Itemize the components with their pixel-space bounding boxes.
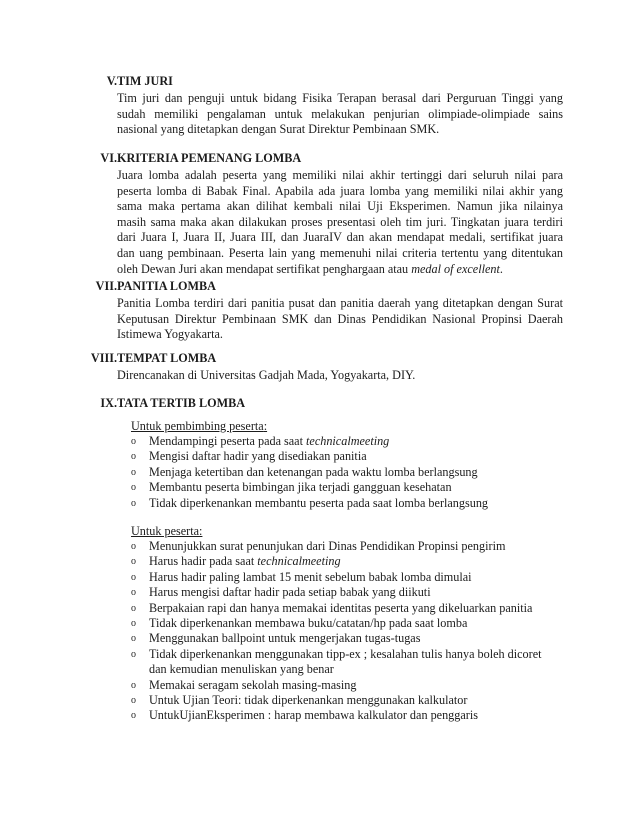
bullet-icon: o	[131, 602, 136, 614]
list-item-text: Harus hadir paling lambat 15 menit sebelum babak lomba dimulai	[149, 569, 472, 584]
section-heading	[0, 279, 638, 296]
subheading-pembimbing	[131, 419, 267, 434]
bullet-icon: o	[131, 694, 136, 706]
list-item-text: Tidak diperkenankan membawa buku/catatan/hp pada saat lomba	[149, 615, 468, 630]
section-title: TEMPAT LOMBA	[117, 351, 217, 365]
bullet-icon: o	[131, 466, 136, 478]
section-heading	[0, 74, 638, 91]
subheading-text: Untuk pembimbing peserta	[131, 419, 264, 433]
section-paragraph	[117, 368, 563, 384]
list-item-text: Mengisi daftar hadir yang disediakan panitia	[149, 449, 367, 464]
paragraph-line: nasional yang ditetapkan dengan Surat Direktur Pembinaan SMK.	[117, 122, 440, 137]
item-text: Harus hadir pada saat	[149, 554, 258, 569]
section-paragraph	[117, 91, 563, 138]
bullet-icon: o	[131, 541, 136, 552]
paragraph-line: Panitia Lomba terdiri dari panitia pusat dan panitia daerah yang ditetapkan dengan Surat	[117, 296, 563, 310]
paragraph-line: Istimewa Yogyakarta.	[117, 327, 223, 342]
list-item-text: UntukUjianEksperimen : harap membawa kalkulator dan penggaris	[149, 708, 478, 723]
section-heading	[0, 396, 638, 413]
item-text: Mendampingi peserta pada saat	[149, 434, 307, 448]
bullet-icon: o	[131, 436, 136, 447]
bullet-icon: o	[131, 451, 136, 463]
section-paragraph	[117, 296, 563, 343]
italic-term: medal of excellent	[411, 261, 500, 276]
list-item-text: Tidak diperkenankan membantu peserta pada saat lomba berlangsung	[149, 495, 489, 510]
list-item-continuation: dan kemudian menuliskan yang benar	[149, 662, 334, 677]
subheading-peserta	[131, 524, 202, 539]
paragraph-line: sama maka pertama akan dilihat kembali nilai Uji Eksperimen. Namun jika nilainya	[117, 199, 563, 214]
subheading-text: Untuk peserta	[131, 524, 200, 538]
list-item-text: Tidak diperkenankan menggunakan tipp-ex ; kesalahan tulis hanya boleh dicoret	[149, 646, 542, 661]
section-heading	[0, 351, 638, 368]
list-item-text: Berpakaian rapi dan hanya memakai identitas peserta yang dikeluarkan panitia	[149, 600, 533, 615]
section-number: VII.	[95, 279, 117, 293]
bullet-icon: o	[131, 679, 136, 691]
section-kriteria-pemenang	[0, 151, 638, 277]
paragraph-line: sudah memiliki pengalaman untuk melakukan penjurian olimpiade-olimpiade sains	[117, 106, 563, 121]
list-item-text: Menunjukkan surat penunjukan dari Dinas Pendidikan Propinsi pengirim	[149, 539, 506, 553]
section-tempat-lomba	[0, 351, 638, 384]
list-item-text: Menjaga ketertiban dan ketenangan pada waktu lomba berlangsung	[149, 464, 478, 479]
bullet-icon: o	[131, 587, 136, 599]
section-panitia-lomba	[0, 279, 638, 343]
paragraph-line: Juara lomba adalah peserta yang memiliki nilai akhir tertinggi dari seluruh nilai para	[117, 168, 563, 182]
section-number: VI.	[100, 151, 117, 165]
paragraph-line: dan uang pembinaan. Peserta lain yang memenuhi nilai criteria tertentu yang ditentukan	[117, 245, 563, 260]
italic-term: technicalmeeting	[257, 554, 341, 569]
paragraph-line: Keputusan Direktur Pembinaan SMK dan Dinas Pendidikan Nasional Propinsi Daerah	[117, 311, 563, 326]
section-number: IX.	[100, 396, 117, 410]
bullet-icon: o	[131, 633, 136, 645]
section-title: KRITERIA PEMENANG LOMBA	[117, 151, 302, 165]
bullet-icon: o	[131, 571, 136, 583]
section-title: PANITIA LOMBA	[117, 279, 216, 293]
section-heading	[0, 151, 638, 168]
italic-term: technicalmeeting	[306, 434, 390, 448]
list-item-text: Untuk Ujian Teori: tidak diperkenankan menggunakan kalkulator	[149, 692, 468, 707]
section-tim-juri	[0, 74, 638, 138]
bullet-icon: o	[131, 617, 136, 629]
paragraph-line	[117, 262, 563, 278]
paragraph-line: Direncanakan di Universitas Gadjah Mada, Yogyakarta, DIY.	[117, 368, 416, 382]
list-item-text: Harus mengisi daftar hadir pada setiap babak yang diikuti	[149, 585, 431, 600]
section-tata-tertib	[0, 396, 638, 413]
bullet-icon: o	[131, 556, 136, 568]
bullet-icon: o	[131, 710, 136, 722]
bullet-icon: o	[131, 497, 136, 509]
list-item-text: Menggunakan ballpoint untuk mengerjakan tugas-tugas	[149, 631, 421, 646]
list-item-text	[149, 554, 341, 569]
section-number: VIII.	[90, 351, 117, 365]
section-title: TATA TERTIB LOMBA	[117, 396, 246, 410]
paragraph-line: dari Juara I, Juara II, Juara III, dan JuaraIV dan akan mendapat medali, sertifikat juara	[117, 230, 563, 245]
paragraph-line: masih sama maka akan dilakukan proses presentasi oleh tim juri. Tingkatan juara terdiri	[117, 214, 563, 229]
subheading-colon: :	[199, 524, 203, 538]
line-text: oleh Dewan Juri akan mendapat sertifikat penghargaan atau	[117, 261, 412, 276]
list-item-text	[149, 434, 389, 449]
section-number: V.	[106, 74, 117, 88]
bullet-icon: o	[131, 482, 136, 494]
paragraph-line: Tim juri dan penguji untuk bidang Fisika Terapan berasal dari Perguruan Tinggi yang	[117, 91, 563, 105]
bullet-icon: o	[131, 648, 136, 660]
subheading-colon: :	[263, 419, 268, 433]
section-paragraph	[117, 168, 563, 277]
line-period: .	[499, 261, 503, 276]
section-title: TIM JURI	[117, 74, 173, 88]
paragraph-line: peserta lomba di Babak Final. Apabila ada juara lomba yang memiliki nilai akhir yang	[117, 183, 563, 198]
list-item-text: Memakai seragam sekolah masing-masing	[149, 677, 357, 692]
list-item-text: Membantu peserta bimbingan jika terjadi gangguan kesehatan	[149, 480, 452, 495]
